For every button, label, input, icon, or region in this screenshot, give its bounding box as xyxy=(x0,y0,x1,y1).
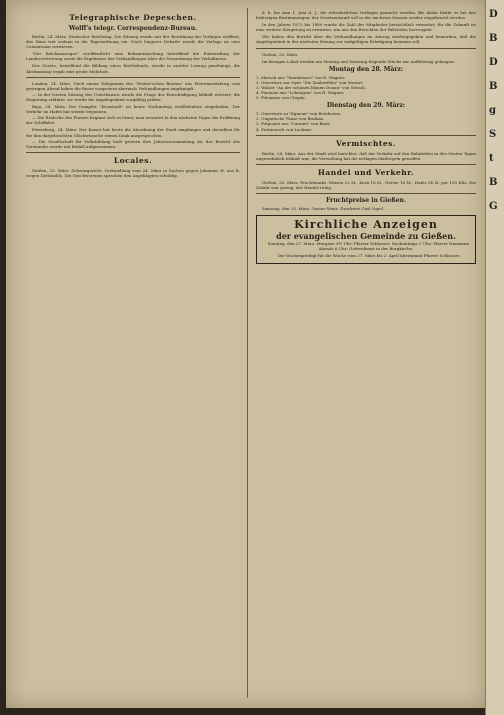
program-item: 3. Walzer "An der schönen blauen Donau" von Strauß. xyxy=(256,84,366,90)
article-paragraph: — Die Eisdecke des Flusses beginnt sich zu lösen; man erwartet in den nächsten Tagen die Eröffnung der Schiffahrt. xyxy=(26,115,240,126)
article-paragraph: — Die Gesellschaft für Volksbildung hielt gestern ihre Jahresversammlung ab; der Bericht des Vorstandes wurde mit Beifall aufgenommen. xyxy=(26,138,240,149)
edge-letter: g xyxy=(489,105,496,116)
monday-program-list xyxy=(256,75,476,100)
divider xyxy=(256,164,476,165)
church-notice-box xyxy=(256,215,476,264)
edge-letter: D xyxy=(489,9,498,20)
sub-title-bureau: Wolff's telegr. Correspondenz-Bureau. xyxy=(68,25,198,32)
edge-letter: S xyxy=(489,129,497,140)
article-paragraph: Berlin, 24. März. Deutscher Reichstag. Die Sitzung wurde mit der Berathung der Vorlagen eröffnet; das Haus trat sodann in die Tagesordnung ein. Nach längerer Debatte wurde die Vorlage an eine Commission verwiesen. xyxy=(26,34,240,50)
edge-letters xyxy=(486,6,504,216)
divider xyxy=(256,48,476,49)
edge-letter: t xyxy=(489,153,494,164)
price-line: Samstag, den 25. März, Gustav Wenz. Druckerei Carl Vopel. xyxy=(262,205,385,211)
section-title-misc: Vermischtes. xyxy=(336,138,396,148)
edge-letter: B xyxy=(489,33,498,44)
article-paragraph: Wir haben den Bericht über die Verhandlungen im Auszug wiedergegeben und bemerken, daß die Angelegenheit in der nächsten Sitzung zur endgültigen Erledigung kommen soll. xyxy=(256,34,476,45)
program-item: 1. Marsch aus "Tannhäuser" von R. Wagner. xyxy=(256,74,346,80)
adjacent-page-edge xyxy=(485,0,504,715)
divider xyxy=(26,77,240,78)
right-column xyxy=(256,10,476,264)
edge-letter: B xyxy=(489,81,498,92)
article-paragraph: d. h. bis zum 1. Juni d. J., die erforderlichen Vorlagen gemacht werden. Bis dahin bleibt es bei den bisherigen Bestimmungen; der Gesetzentwurf soll in der nächsten Session wieder eingebracht werden. xyxy=(256,10,476,21)
divider xyxy=(256,193,476,194)
column-divider xyxy=(247,8,248,698)
program-item: 3. Potpourri aus "Carmen" von Bizet. xyxy=(256,121,331,127)
dateline-riga: Riga, 24. März. Der Dampfer "Kronstadt" ist heute Nachmittag wohlbehalten eingelaufen. Der Verkehr im Hafen hat wieder begonnen. xyxy=(26,104,240,115)
monday-heading: Montag den 28. März: xyxy=(328,65,404,73)
program-item: 5. Polonaise von Chopin. xyxy=(256,95,306,101)
misc-text: Berlin, 24. März. Aus der Stadt wird berichtet, daß der Verkehr auf den Bahnhöfen in den letzten Tagen ungewöhnlich lebhaft war; die Verwaltung hat die nöthigen Maßregeln getroffen. xyxy=(256,150,476,161)
divider xyxy=(26,152,240,153)
price-title: Fruchtpreise in Gießen. xyxy=(326,196,406,204)
section-title-telegrams: Telegraphische Depeschen. xyxy=(69,13,197,22)
program-item: 1. Ouverture zu "Egmont" von Beethoven. xyxy=(256,111,342,117)
section-title-trade: Handel und Verkehr. xyxy=(317,167,415,177)
locals-text: Gießen, 25. März. Schwurgericht. Verhandlung vom 24. März in Sachen gegen Johannes H. aus B. wegen Diebstahls. Die Geschworenen sprachen den Angeklagten schuldig. xyxy=(26,167,240,178)
program-date: Gießen, 25. März. xyxy=(262,51,299,57)
dateline-london: London, 24. März. Nach einem Telegramm des "Reuter'schen Bureau" aus Pietermaritzburg vom gestrigen Abend haben die Boers vorgestern abermals Verhandlungen angeknüpft. xyxy=(26,80,240,91)
dateline-petersburg: Petersburg, 24. März. Der Kaiser hat heute die Abordnung der Stadt empfangen und derselben für die ihm dargebrachten Glückwünsche seinen Dank ausgesprochen. xyxy=(26,127,240,138)
program-intro: Im hiesigen Lokal werden am Montag und Dienstag folgende Stücke zur Aufführung gelangen: xyxy=(262,58,455,64)
newspaper-page xyxy=(6,0,486,708)
edge-letter: B xyxy=(489,177,498,188)
edge-letter: D xyxy=(489,57,498,68)
church-notice-footer: Die Wochenpredigt für die Woche vom 27. März bis 2. April übernimmt Pfarrer Schlosser. xyxy=(277,253,461,259)
program-item: 2. Ouverture zur Oper "Die Zauberflöte" von Mozart. xyxy=(256,79,364,85)
edge-letter: G xyxy=(489,201,498,212)
article-paragraph: In den Jahren 1872 bis 1880 wurde die Zahl der Mitglieder beträchtlich vermehrt; für die Zukunft ist eine weitere Steigerung zu erwarten, wie aus den Berichten der Behörden hervorgeht. xyxy=(256,22,476,33)
program-item: 4. Festmarsch von Lachner. xyxy=(256,126,312,132)
left-column xyxy=(26,10,240,180)
program-item: 2. Ungarische Tänze von Brahms. xyxy=(256,116,325,122)
article-paragraph: Das Gesetz, betreffend die Bildung eines Reichsfonds, wurde in zweiter Lesung genehmigt; die Abstimmung ergab eine große Mehrheit. xyxy=(26,63,240,74)
church-notice-body: Sonntag, den 27. März. Morgens 9½ Uhr: Pfarrer Schlosser. Nachmittags 2 Uhr: Pfarrer Naumann. Abends 6 Uhr: Gottesdienst in der Burgkirche. xyxy=(267,241,471,252)
article-paragraph: "Der Reichsanzeiger" veröffentlicht eine Bekanntmachung betreffend die Einberufung der Landesvertretung sowie die Ergebnisse der Verhandlungen über die Neuordnung der Verhältnisse. xyxy=(26,51,240,62)
tuesday-heading: Dienstag den 29. März: xyxy=(326,102,406,110)
program-item: 4. Fantasie aus "Lohengrin" von R. Wagner. xyxy=(256,90,345,96)
section-title-locals: Locales. xyxy=(113,155,153,165)
church-notice-title: Kirchliche Anzeigen xyxy=(294,218,438,232)
church-notice-subtitle: der evangelischen Gemeinde zu Gießen. xyxy=(276,231,456,242)
divider xyxy=(256,135,476,136)
tuesday-program-list xyxy=(256,111,476,131)
trade-text: Gießen, 25. März. Fruchtmarkt. Weizen 22 M., Korn 18 M., Gerste 16 M., Hafer 14 M. per 100 Kilo. Die Zufuhr war gering, der Handel ruhig. xyxy=(256,179,476,190)
article-paragraph: — In der letzten Sitzung des Unterhauses wurde die Frage der Entschädigung lebhaft erörtert; die Regierung erklärte, sie werde die Angelegenheit sorgfältig prüfen. xyxy=(26,91,240,102)
